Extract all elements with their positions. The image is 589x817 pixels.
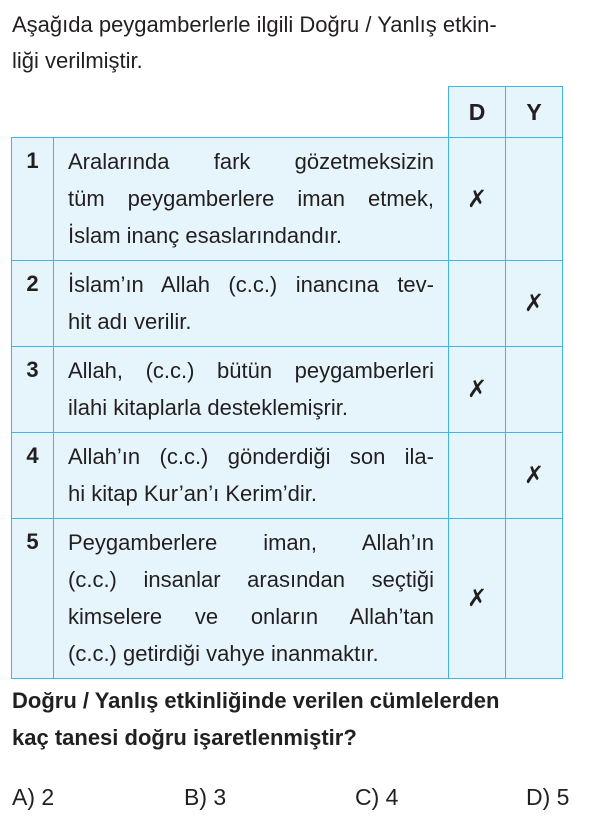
intro-line-2: liği verilmiştir. xyxy=(12,48,143,73)
header-y: Y xyxy=(506,87,563,138)
intro-text xyxy=(12,7,582,79)
choice-a[interactable]: A) 2 xyxy=(12,784,55,810)
d-mark-cell: ✗ xyxy=(449,138,506,261)
y-mark-cell: ✗ xyxy=(506,261,563,347)
statement-text xyxy=(54,433,449,519)
d-mark-cell: ✗ xyxy=(449,347,506,433)
row-number: 5 xyxy=(12,519,54,679)
statement-line: (c.c.) getirdiği vahye inanmaktır. xyxy=(68,641,379,666)
table-row xyxy=(12,138,563,261)
d-mark-cell xyxy=(449,433,506,519)
statement-line: ilahi kitaplarla desteklemişrir. xyxy=(68,395,348,420)
choice-d[interactable]: D) 5 xyxy=(526,784,570,810)
intro-line-1: Aşağıda peygamberlerle ilgili Doğru / Yanlış etkin- xyxy=(12,12,497,37)
table-header-row xyxy=(12,87,563,138)
statement-line: hit adı verilir. xyxy=(68,309,192,334)
statement-line: İslam’ın Allah (c.c.) inancına tev- xyxy=(68,272,434,297)
statement-text xyxy=(54,261,449,347)
true-false-table xyxy=(11,86,563,679)
row-number: 3 xyxy=(12,347,54,433)
header-blank xyxy=(12,87,449,138)
d-mark-cell: ✗ xyxy=(449,519,506,679)
choice-b[interactable]: B) 3 xyxy=(184,784,227,810)
statement-line: Allah’ın (c.c.) gönderdiği son ila- xyxy=(68,444,434,469)
y-mark-cell: ✗ xyxy=(506,433,563,519)
y-mark-cell xyxy=(506,347,563,433)
question-line-1: Doğru / Yanlış etkinliğinde verilen cümlelerden xyxy=(12,688,500,713)
table-row xyxy=(12,347,563,433)
statement-line: (c.c.) insanlar arasından seçtiği xyxy=(68,567,434,592)
row-number: 2 xyxy=(12,261,54,347)
row-number: 4 xyxy=(12,433,54,519)
statement-line: kimselere ve onların Allah’tan xyxy=(68,604,434,629)
statement-text xyxy=(54,138,449,261)
d-mark-cell xyxy=(449,261,506,347)
statement-line: Aralarında fark gözetmeksizin xyxy=(68,149,434,174)
statement-line: hi kitap Kur’an’ı Kerim’dir. xyxy=(68,481,318,506)
statement-text xyxy=(54,519,449,679)
choice-c[interactable]: C) 4 xyxy=(355,784,399,810)
row-number: 1 xyxy=(12,138,54,261)
question-text xyxy=(12,682,582,756)
header-d: D xyxy=(449,87,506,138)
statement-text xyxy=(54,347,449,433)
y-mark-cell xyxy=(506,519,563,679)
question-line-2: kaç tanesi doğru işaretlenmiştir? xyxy=(12,725,357,750)
table-row xyxy=(12,519,563,679)
table-row xyxy=(12,433,563,519)
statement-line: tüm peygamberlere iman etmek, xyxy=(68,186,434,211)
statement-line: İslam inanç esaslarındandır. xyxy=(68,223,342,248)
statement-line: Allah, (c.c.) bütün peygamberleri xyxy=(68,358,434,383)
table-row xyxy=(12,261,563,347)
statement-line: Peygamberlere iman, Allah’ın xyxy=(68,530,434,555)
y-mark-cell xyxy=(506,138,563,261)
